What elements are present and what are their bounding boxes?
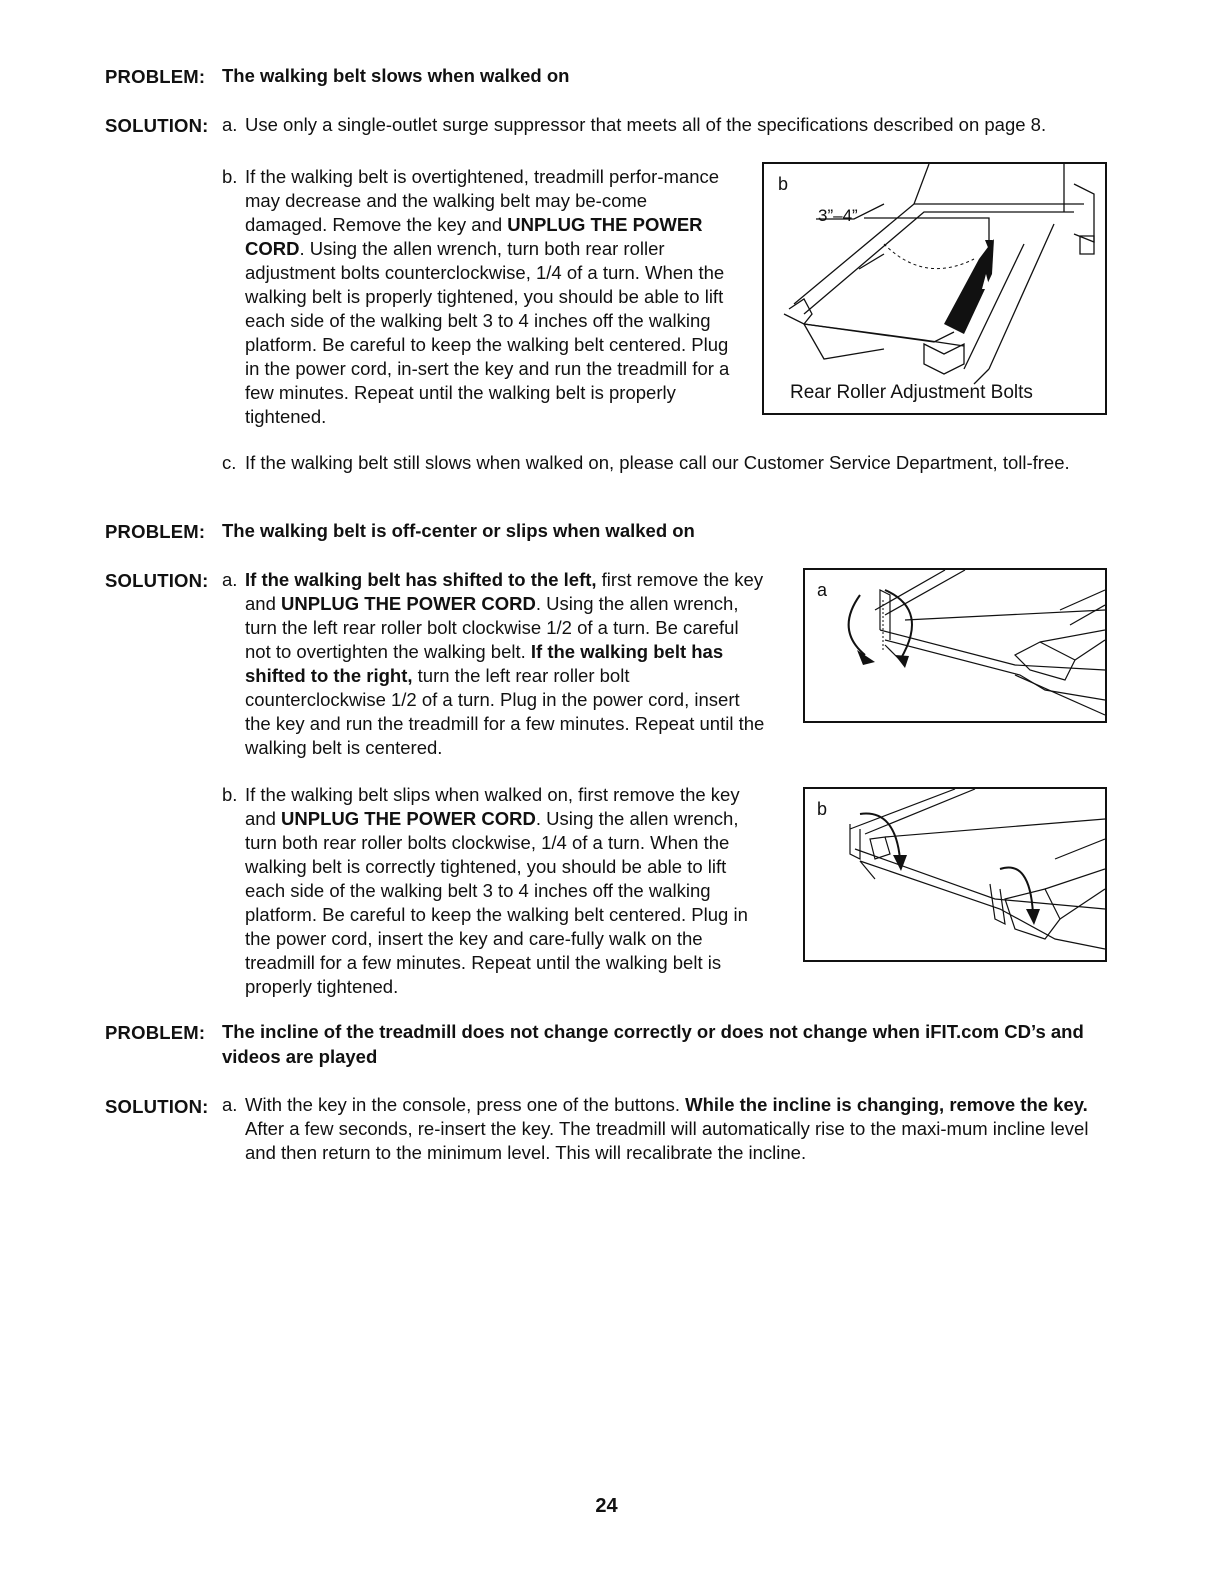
problem-heading: The walking belt slows when walked on: [222, 65, 570, 86]
solution-label: SOLUTION:: [105, 115, 209, 136]
step-text: [245, 1093, 1095, 1165]
step-text-bold: If the walking belt has shifted to the left,: [245, 569, 597, 590]
step-text-run: first remove the key and: [245, 569, 764, 614]
figure-letter: a: [817, 580, 828, 600]
figure-letter: b: [778, 174, 789, 194]
solution-label: SOLUTION:: [105, 570, 209, 591]
problem-label: PROBLEM:: [105, 66, 206, 87]
step-text: [245, 165, 730, 429]
step-text: [245, 783, 765, 999]
step-text: If the walking belt still slows when walked on, please call our Customer Service Department, toll-free.: [245, 452, 1070, 473]
step-text-run: After a few seconds, re-insert the key. The treadmill will automatically rise to the maxi-mum incline level and then return to the minimum level. This will recalibrate the incline.: [245, 1118, 1089, 1163]
page-number: 24: [595, 1495, 618, 1517]
step-letter: b.: [222, 784, 238, 805]
figure-letter: b: [817, 799, 828, 819]
figure-caption: Rear Roller Adjustment Bolts: [790, 382, 1033, 403]
step-text-run: . Using the allen wrench, turn the left rear roller bolt clockwise 1/2 of a turn. Be careful not to overtighten the walking belt.: [245, 593, 739, 662]
step-text-bold: If the walking belt has shifted to the right,: [245, 641, 724, 686]
step-text-bold: UNPLUG THE POWER CORD: [281, 593, 536, 614]
step-letter: a.: [222, 114, 238, 135]
step-text: Use only a single-outlet surge suppressor that meets all of the specifications described on page 8.: [245, 114, 1047, 135]
step-letter: b.: [222, 166, 238, 187]
step-text-bold: UNPLUG THE POWER CORD: [245, 214, 703, 259]
problem-label: PROBLEM:: [105, 521, 206, 542]
treadmill-belt-drawing: [764, 164, 1105, 413]
step-text-run: . Using the allen wrench, turn both rear roller adjustment bolts counterclockwise, 1/4 of a turn. When the walking belt is properly tightened, you should be able to lift each side of the walking belt 3 to 4 inches off the walking platform. Be careful to keep the walking belt centered. Plug in the power cord, in-sert the key and run the treadmill for a few minutes. Repeat until the walking belt is properly tightened.: [245, 238, 730, 427]
both-bolts-drawing: [805, 789, 1105, 960]
solution-label: SOLUTION:: [105, 1096, 209, 1117]
step-text: [245, 568, 765, 760]
figure-both-bolts: [803, 787, 1107, 962]
problem-heading: The incline of the treadmill does not change correctly or does not change when iFIT.com CD’s and videos are played: [222, 1021, 1084, 1067]
step-text-run: If the walking belt slips when walked on, first remove the key and: [245, 784, 740, 829]
step-letter: a.: [222, 569, 238, 590]
step-text-run: turn the left rear roller bolt counterclockwise 1/2 of a turn. Plug in the power cord, insert the key and run the treadmill for a few minutes. Repeat until the walking belt is centered.: [245, 665, 765, 758]
figure-measure-label: 3”–4”: [818, 206, 858, 225]
step-text-bold: UNPLUG THE POWER CORD: [281, 808, 536, 829]
problem-label: PROBLEM:: [105, 1022, 206, 1043]
figure-left-bolt: [803, 568, 1107, 723]
step-letter: a.: [222, 1094, 238, 1115]
step-text-bold: While the incline is changing, remove the key.: [685, 1094, 1088, 1115]
figure-belt-tension: [762, 162, 1107, 415]
left-bolt-drawing: [805, 570, 1105, 721]
step-text-run: With the key in the console, press one of the buttons.: [245, 1094, 686, 1115]
step-text-run: . Using the allen wrench, turn both rear roller bolts clockwise, 1/4 of a turn. When the walking belt is correctly tightened, you should be able to lift each side of the walking belt 3 to 4 inches off the walking platform. Be careful to keep the walking belt centered. Plug in the power cord, insert the key and care-fully walk on the treadmill for a few minutes. Repeat until the walking belt is properly tightened.: [245, 808, 748, 997]
step-letter: c.: [222, 452, 237, 473]
problem-heading: The walking belt is off-center or slips when walked on: [222, 520, 695, 541]
step-text-run: If the walking belt is overtightened, treadmill perfor-mance may decrease and the walking belt may be-come damaged. Remove the key and: [245, 166, 720, 235]
